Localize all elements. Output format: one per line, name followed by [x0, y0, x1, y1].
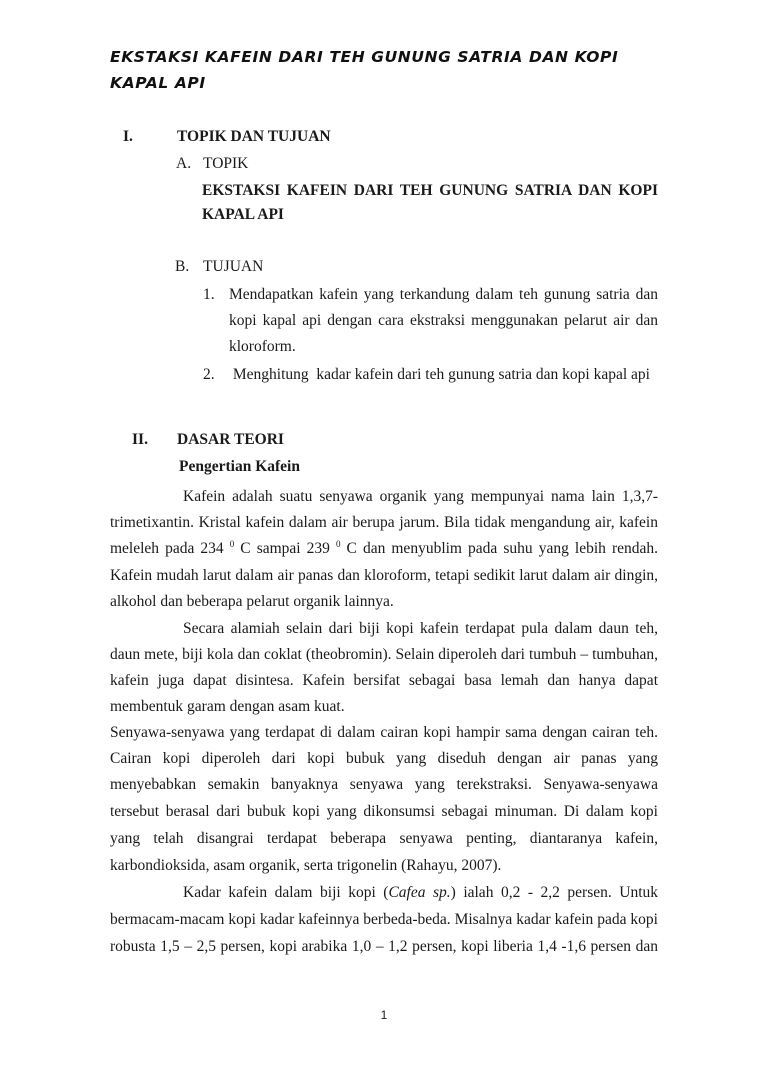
para-1-line-2: trimetixantin. Kristal kafein dalam air berupa jarum. Bila tidak mengandung air, kafein	[110, 514, 658, 531]
goal-1-line-1: Mendapatkan kafein yang terkandung dalam teh gunung satria dan	[229, 286, 658, 303]
para-2-line-3: kafein juga dapat disintesa. Kafein bersifat sebagai basa lemah dan hanya dapat	[110, 672, 658, 689]
para-2-line-2: daun mete, biji kola dan coklat (theobromin). Selain diperoleh dari tumbuh – tumbuhan,	[110, 646, 658, 663]
section-1-heading: TOPIK DAN TUJUAN	[177, 128, 331, 145]
para-3-line-5: yang telah disangrai terdapat beberapa senyawa penting, diantaranya kafein,	[110, 830, 658, 847]
goal-1-number: 1.	[203, 286, 215, 303]
topic-title-line-1: EKSTAKSI KAFEIN DARI TEH GUNUNG SATRIA DAN KOPI	[202, 182, 658, 199]
subsection-b-letter: B.	[175, 258, 190, 275]
para-3-line-6: karbondioksida, asam organik, serta trigonelin (Rahayu, 2007).	[110, 857, 502, 874]
section-1-numeral: I.	[123, 128, 133, 145]
para-2-line-4: membentuk garam dengan asam kuat.	[110, 698, 345, 715]
document-header-title: EKSTAKSI KAFEIN DARI TEH GUNUNG SATRIA DAN KOPI KAPAL API	[110, 48, 619, 92]
goal-1-line-3: kloroform.	[229, 338, 296, 355]
page-number: 1	[380, 1008, 388, 1022]
subsection-a-letter: A.	[176, 155, 192, 172]
section-2-numeral: II.	[132, 431, 148, 448]
subsection-b-label: TUJUAN	[203, 258, 264, 275]
para-1-line-3: meleleh pada 234 $^0$ C sampai 239 $^0$ C dan menyublim pada suhu yang lebih rendah.	[110, 539, 658, 557]
para-3-line-1: Senyawa-senyawa yang terdapat di dalam cairan kopi hampir sama dengan cairan teh.	[110, 724, 658, 741]
para-1-line-4: Kafein mudah larut dalam air panas dan kloroform, tetapi sedikit larut dalam air dingin,	[110, 567, 658, 584]
para-4-line-1: Kadar kafein dalam biji kopi (Cafea sp.) ialah 0,2 - 2,2 persen. Untuk	[183, 884, 658, 901]
para-3-line-4: tersebut berasal dari bubuk kopi yang dikonsumsi sebagai minuman. Di dalam kopi	[110, 803, 658, 820]
para-2-line-1: Secara alamiah selain dari biji kopi kafein terdapat pula dalam daun teh,	[183, 620, 658, 637]
para-3-line-2: Cairan kopi diperoleh dari kopi bubuk yang diseduh dengan air panas yang	[110, 750, 658, 767]
goal-1-line-2: kopi kapal api dengan cara ekstraksi menggunakan pelarut air dan	[229, 312, 658, 329]
subheading-pengertian-kafein: Pengertian Kafein	[179, 458, 300, 475]
para-4-line-3: robusta 1,5 – 2,5 persen, kopi arabika 1,0 – 1,2 persen, kopi liberia 1,4 -1,6 persen dan	[110, 938, 658, 955]
section-2-heading: DASAR TEORI	[177, 431, 284, 448]
para-1-line-5: alkohol dan beberapa pelarut organik lainnya.	[110, 593, 394, 610]
para-4-line-2: bermacam-macam kopi kadar kafeinnya berbeda-beda. Misalnya kadar kafein pada kopi	[110, 911, 658, 928]
para-1-line-1: Kafein adalah suatu senyawa organik yang mempunyai nama lain 1,3,7-	[183, 488, 658, 505]
goal-2-number: 2.	[203, 366, 215, 383]
topic-title-line-2: KAPAL API	[202, 206, 284, 223]
subsection-a-label: TOPIK	[203, 155, 249, 172]
goal-2-line-1: Menghitung kadar kafein dari teh gunung satria dan kopi kapal api	[229, 366, 650, 383]
para-3-line-3: menyebabkan semakin banyaknya senyawa yang terekstraksi. Senyawa-senyawa	[110, 776, 658, 793]
